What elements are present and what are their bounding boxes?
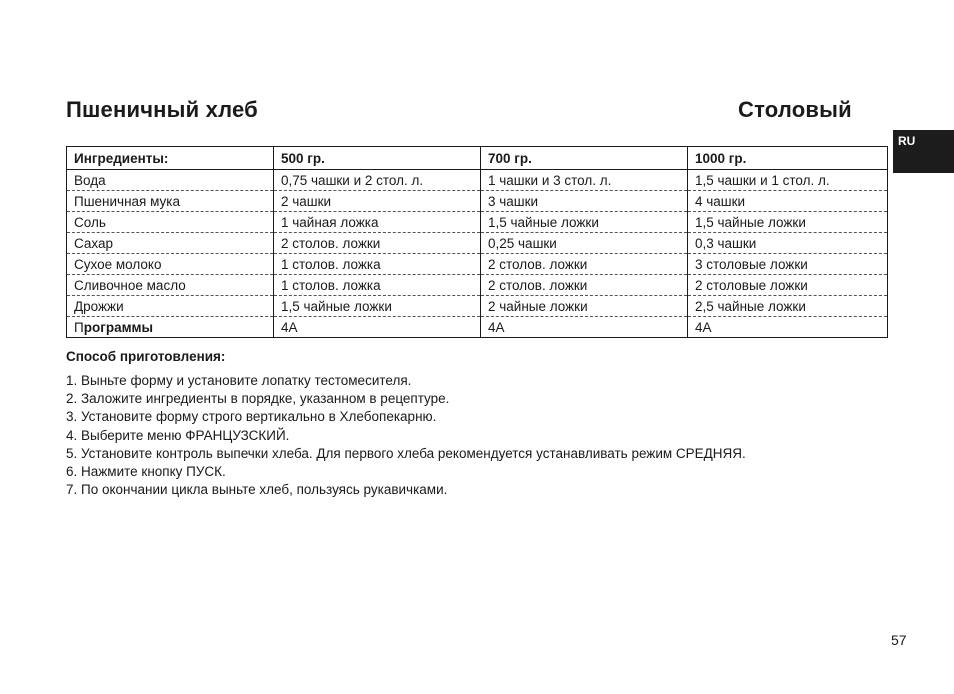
amount-1000g: 1,5 чайные ложки: [688, 212, 888, 233]
header-500g: 500 гр.: [274, 147, 481, 170]
amount-500g: 1 столов. ложка: [274, 254, 481, 275]
table-row: [67, 275, 888, 296]
ingredient-name: Сливочное масло: [67, 275, 274, 296]
programs-row: [67, 317, 888, 338]
amount-500g: 0,75 чашки и 2 стол. л.: [274, 170, 481, 191]
amount-700g: 3 чашки: [481, 191, 688, 212]
header-ingredients: Ингредиенты:: [67, 147, 274, 170]
method-step: 4. Выберите меню ФРАНЦУЗСКИЙ.: [66, 427, 290, 443]
amount-1000g: 2 столовые ложки: [688, 275, 888, 296]
method-step: 2. Заложите ингредиенты в порядке, указанном в рецептуре.: [66, 391, 450, 407]
method-step: 1. Выньте форму и установите лопатку тестомесителя.: [66, 373, 412, 388]
programs-label-rest: рограммы: [83, 319, 154, 335]
amount-500g: 1,5 чайные ложки: [274, 296, 481, 317]
amount-700g: 2 чайные ложки: [481, 296, 688, 317]
recipe-subtitle: Столовый: [738, 97, 852, 122]
header-1000g: 1000 гр.: [688, 147, 888, 170]
amount-500g: 2 чашки: [274, 191, 481, 212]
table-row: [67, 233, 888, 254]
amount-700g: 0,25 чашки: [481, 233, 688, 254]
ingredient-name: Сухое молоко: [67, 254, 274, 275]
language-tab: RU: [893, 130, 954, 173]
method-step: 6. Нажмите кнопку ПУСК.: [66, 464, 226, 480]
ingredient-name: Соль: [67, 212, 274, 233]
amount-700g: 1,5 чайные ложки: [481, 212, 688, 233]
amount-1000g: 3 столовые ложки: [688, 254, 888, 275]
ingredient-name: Вода: [67, 170, 274, 191]
amount-1000g: 1,5 чашки и 1 стол. л.: [688, 170, 888, 191]
method-step: 3. Установите форму строго вертикально в Хлебопекарню.: [66, 409, 437, 425]
ingredient-name: Пшеничная мука: [67, 191, 274, 212]
method-step: 7. По окончании цикла выньте хлеб, пользуясь рукавичками.: [66, 482, 448, 498]
amount-500g: 1 чайная ложка: [274, 212, 481, 233]
ingredient-name: Дрожжи: [67, 296, 274, 317]
program-1000g: 4A: [688, 317, 888, 338]
method-step: 5. Установите контроль выпечки хлеба. Для первого хлеба рекомендуется устанавливать режим СРЕДНЯЯ.: [66, 445, 746, 461]
page-number: 57: [891, 632, 907, 648]
method-title: Способ приготовления:: [66, 349, 226, 364]
table-row: [67, 212, 888, 233]
ingredients-table: [66, 146, 888, 338]
program-500g: 4A: [274, 317, 481, 338]
programs-label: [67, 317, 274, 338]
amount-700g: 1 чашки и 3 стол. л.: [481, 170, 688, 191]
program-700g: 4A: [481, 317, 688, 338]
amount-500g: 2 столов. ложки: [274, 233, 481, 254]
amount-700g: 2 столов. ложки: [481, 254, 688, 275]
amount-1000g: 4 чашки: [688, 191, 888, 212]
recipe-title: Пшеничный хлеб: [66, 97, 258, 122]
method-steps: [66, 372, 746, 499]
header-700g: 700 гр.: [481, 147, 688, 170]
table-header-row: [67, 147, 888, 170]
amount-500g: 1 столов. ложка: [274, 275, 481, 296]
table-row: [67, 191, 888, 212]
ingredient-name: Сахар: [67, 233, 274, 254]
amount-700g: 2 столов. ложки: [481, 275, 688, 296]
table-row: [67, 296, 888, 317]
amount-1000g: 0,3 чашки: [688, 233, 888, 254]
programs-label-first: П: [74, 319, 84, 335]
table-row: [67, 170, 888, 191]
amount-1000g: 2,5 чайные ложки: [688, 296, 888, 317]
table-row: [67, 254, 888, 275]
